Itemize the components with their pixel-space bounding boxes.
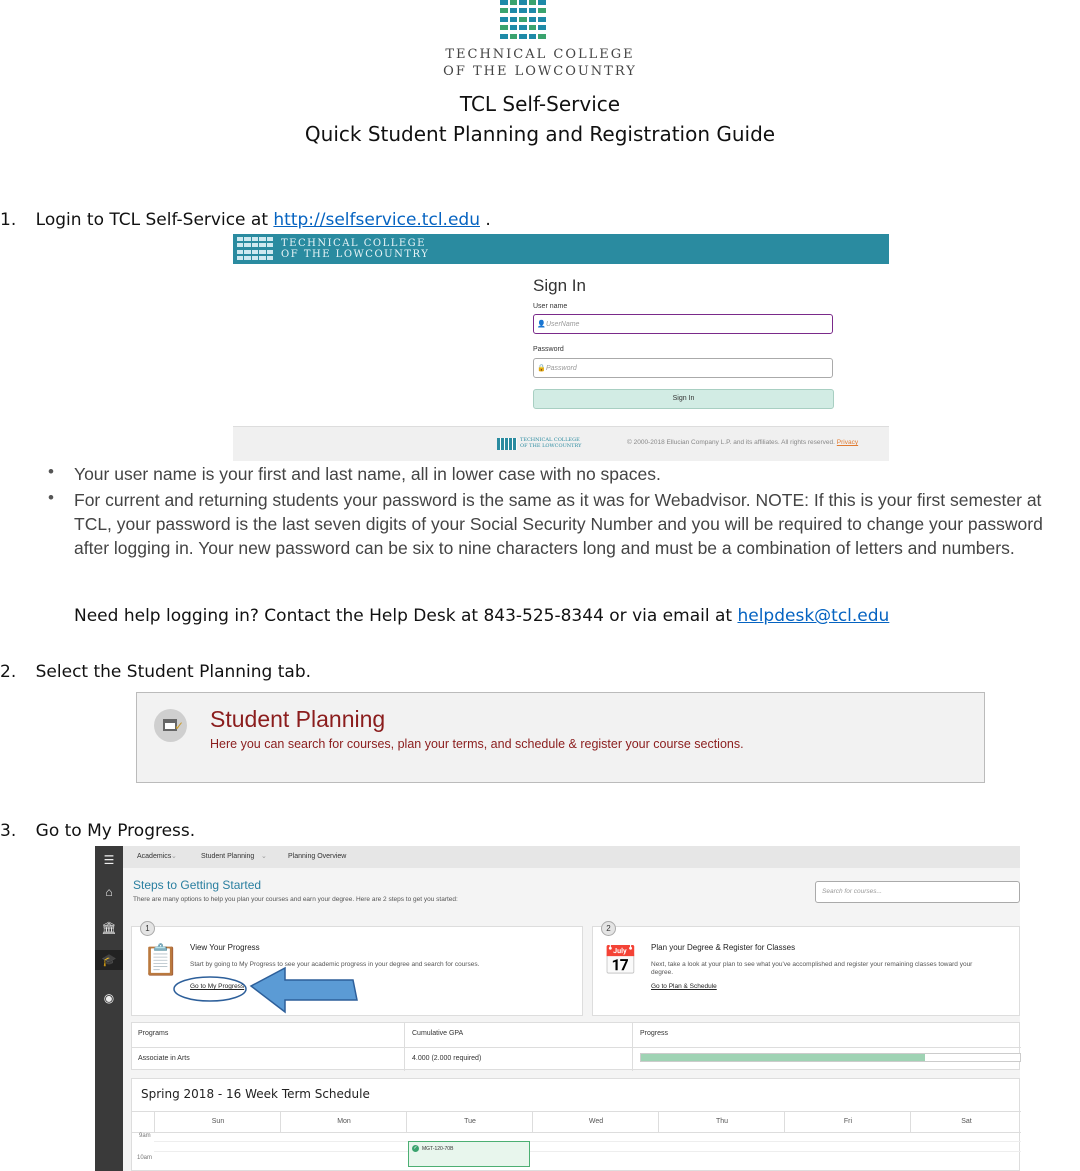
college-logo-icon [237,237,273,261]
table-header [132,1023,1021,1048]
signin-footer: TECHNICAL COLLEGE OF THE LOWCOUNTRY © 2000-2018 Ellucian Company L.P. and its affiliates. All rights reserved. Privacy [233,426,889,461]
course-search-input[interactable]: Search for courses... [815,881,1020,903]
step-badge: 2 [601,921,616,936]
bullet-password: For current and returning students your password is the same as it was for Webadvisor. NOTE: If this is your first semester at TCL, your password is the last seven digits of your Social Security Number and you will be required to change your password after logging in. Your new password can be six to nine characters long and must be a combination of letters and numbers. [74,490,1043,558]
chevron-down-icon: ⌄ [261,853,267,860]
student-planning-title: Student Planning [210,706,386,732]
user-circle-icon[interactable]: ◉ [103,991,115,1005]
privacy-link[interactable]: Privacy [836,439,859,446]
progress-fill [641,1054,925,1061]
calendar-check-icon: ✓ [154,709,187,742]
program-name: Associate in Arts [138,1055,190,1062]
day-header: Wed [532,1112,659,1132]
college-logo-mark [500,0,546,40]
lock-icon: 🔒 [537,365,546,372]
user-icon: 👤 [537,321,546,328]
go-to-my-progress-link[interactable]: Go to My Progress [190,983,245,990]
password-label: Password [533,346,564,353]
day-header: Tue [406,1112,533,1132]
step-1: 1. Login to TCL Self-Service at http://selfservice.tcl.edu . [0,210,491,230]
student-planning-tile[interactable] [136,692,985,783]
day-header: Mon [280,1112,407,1132]
day-header: Thu [658,1112,785,1132]
signin-button[interactable]: Sign In [533,389,834,409]
card-title: Plan your Degree & Register for Classes [651,943,796,952]
graduation-cap-icon[interactable]: 🎓 [95,950,123,970]
term-schedule [131,1078,1020,1171]
breadcrumb [123,846,1020,868]
help-text: Need help logging in? Contact the Help Desk at 843-525-8344 or via email at helpdesk@tcl.edu [74,606,890,626]
card-title: View Your Progress [190,943,260,952]
clipboard-magnifier-icon: 📋 [142,944,180,977]
crumb-student-planning[interactable]: Student Planning [201,853,255,860]
crumb-academics[interactable]: Academics [137,853,172,860]
page-subtitle: Quick Student Planning and Registration Guide [304,122,776,146]
step-badge: 1 [140,921,155,936]
card-desc: Next, take a look at your plan to see what you've accomplished and register your remaining classes toward your degree. [651,961,973,976]
signin-heading: Sign In [533,276,586,295]
signin-screenshot [233,234,889,460]
step-2: 2. Select the Student Planning tab. [0,662,312,682]
day-header: Fri [784,1112,911,1132]
col-header: Cumulative GPA [412,1030,464,1037]
signin-header-bar: TECHNICAL COLLEGE OF THE LOWCOUNTRY [233,234,889,264]
calendar-cursor-icon: 📅 [603,945,638,976]
card-plan-register [592,926,1020,1016]
bullet-dot: • [48,488,54,507]
selfservice-link[interactable]: http://selfservice.tcl.edu [273,210,480,230]
steps-heading: Steps to Getting Started [133,878,262,892]
card-desc: Start by going to My Progress to see your academic progress in your degree and search for courses. [190,961,480,968]
side-nav [95,846,123,1171]
progress-bar [640,1053,1021,1062]
course-block[interactable]: ✓ MGT-120-70B [408,1141,530,1167]
college-logo-text: TECHNICAL COLLEGE OF THE LOWCOUNTRY [443,47,637,79]
bank-icon[interactable]: 🏛 [101,921,117,935]
page-title: TCL Self-Service [459,92,621,116]
day-header: Sun [154,1112,281,1132]
username-label: User name [533,303,568,310]
chevron-down-icon: ⌄ [171,853,177,860]
helpdesk-email-link[interactable]: helpdesk@tcl.edu [737,606,890,626]
time-label: 9am [139,1133,151,1139]
home-icon[interactable]: ⌂ [105,885,113,899]
student-planning-subtitle: Here you can search for courses, plan your terms, and schedule & register your course sections. [210,737,744,751]
day-header: Sat [910,1112,1022,1132]
menu-icon[interactable]: ☰ [103,853,115,867]
password-input[interactable]: 🔒 Password [533,358,833,378]
go-to-plan-schedule-link[interactable]: Go to Plan & Schedule [651,983,717,990]
programs-table [131,1022,1020,1070]
bullet-username: Your user name is your first and last name, all in lower case with no spaces. [74,464,661,484]
bullet-dot: • [48,462,54,481]
schedule-title: Spring 2018 - 16 Week Term Schedule [141,1087,370,1101]
planning-overview-screenshot [95,846,1020,1171]
username-input[interactable]: 👤 UserName [533,314,833,334]
time-label: 10am [137,1155,153,1161]
footer-logo-icon [497,438,517,450]
gpa-value: 4.000 (2.000 required) [412,1055,482,1062]
crumb-planning-overview: Planning Overview [288,853,347,860]
col-header: Programs [138,1030,169,1037]
step-3: 3. Go to My Progress. [0,821,196,841]
day-header-row [132,1111,1021,1133]
check-icon: ✓ [413,1145,418,1151]
callout-arrow [165,966,365,1026]
steps-intro: There are many options to help you plan your courses and earn your degree. Here are 2 steps to get you started: [133,896,458,903]
col-header: Progress [640,1030,669,1037]
